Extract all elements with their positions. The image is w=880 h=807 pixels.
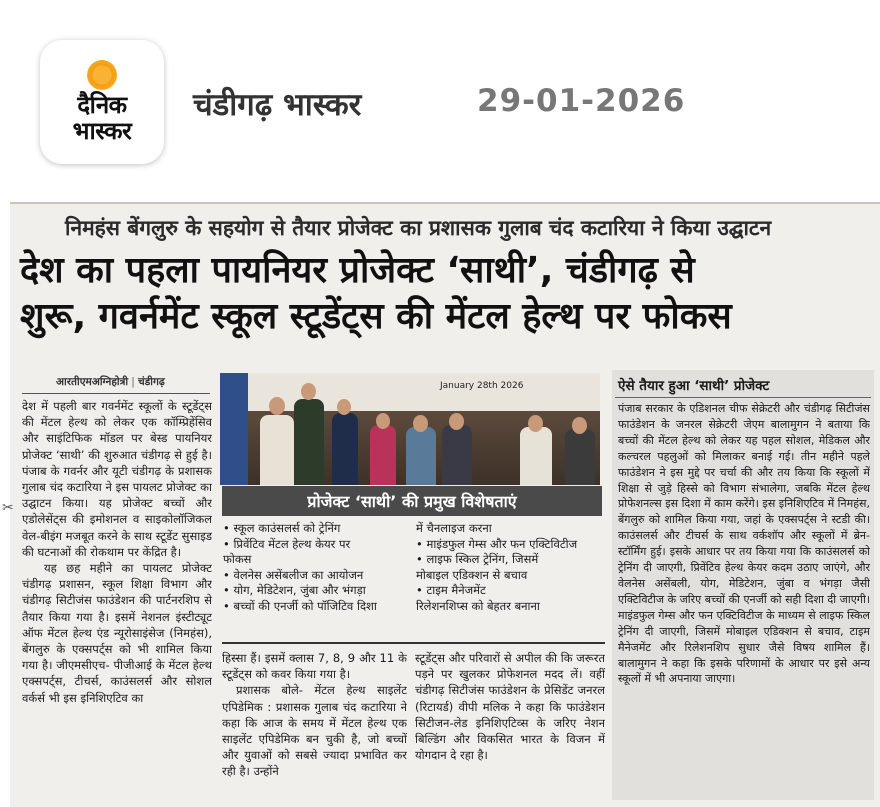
feature-item: फोकस xyxy=(223,552,252,567)
col1-paragraph-2: यह छह महीने का पायलट प्रोजेक्ट चंडीगढ़ प्रशासन, स्कूल शिक्षा विभाग और चंडीगढ़ सिटीजंस फाउंडेशन की पार्टनरशिप से तैयार किया गया है। इसमें नेशनल इंस्टीट्यूट ऑफ मेंटल हेल्थ एंड न्यूरोसाइंसेज (निमहंस), बेंगलुरु के एक्सपर्ट्स को भी शामिल किया गया है। जीएमसीएच- पीजीआई के मेंटल हेल्थ एक्सपर्ट्स, टीचर्स, काउंसलर्स और सोशल वर्कर्स भी इस इनिशिएटिव का xyxy=(22,561,212,705)
sidebar-title: ऐसे तैयार हुआ ‘साथी’ प्रोजेक्ट xyxy=(618,378,770,394)
feature-item: में चैनलाइज करना xyxy=(416,521,492,535)
article-kicker: निमहंस बेंगलुरु के सहयोग से तैयार प्रोजेक्ट का प्रशासक गुलाब चंद कटारिया ने किया उद्घाटन xyxy=(65,216,772,240)
byline-divider xyxy=(22,393,210,394)
headline-line1: देश का पहला पायनियर प्रोजेक्ट ‘साथी’, चंडीगढ़ से xyxy=(20,250,695,291)
photo-person xyxy=(370,425,396,485)
byline-author: आरतीएमअग्निहोत्री xyxy=(56,376,129,388)
photo-led-screen xyxy=(220,373,248,485)
event-photo xyxy=(220,373,600,485)
features-divider xyxy=(222,642,605,644)
feature-item: रिलेशनशिप्स को बेहतर बनाना xyxy=(416,598,540,613)
logo-text-line2: भास्कर xyxy=(72,117,132,145)
feature-item: • बच्चों की एनर्जी को पॉजिटिव दिशा xyxy=(223,598,377,613)
photo-person xyxy=(442,425,472,485)
article-column-2 xyxy=(222,650,407,800)
photo-person-head xyxy=(301,383,316,400)
edition-date: 29-01-2026 xyxy=(477,83,686,119)
photo-person-head xyxy=(413,415,428,432)
scissors-icon: ✂ xyxy=(2,500,14,516)
photo-person-head xyxy=(449,413,464,430)
dainik-bhaskar-logo[interactable] xyxy=(40,40,164,164)
edition-title: चंडीगढ़ भास्कर xyxy=(193,87,362,123)
feature-item: • माइंडफुल गेम्स और फन एक्टिविटीज xyxy=(416,536,578,551)
byline-city: चंडीगढ़ xyxy=(138,376,165,388)
photo-person-head xyxy=(572,417,587,434)
feature-item: • टाइम मैनेजमेंट xyxy=(416,583,486,598)
feature-item: मोबाइल एडिक्शन से बचाव xyxy=(416,567,528,582)
photo-person-head xyxy=(528,415,543,432)
features-list-right xyxy=(416,521,606,615)
features-title: प्रोजेक्ट ‘साथी’ की प्रमुख विशेषताएं xyxy=(222,486,602,516)
headline-line2: शुरू, गवर्नमेंट स्कूल स्टूडेंट्स की मेंटल हेल्थ पर फोकस xyxy=(20,296,732,337)
sidebar-divider xyxy=(615,397,871,398)
feature-item: • स्कूल काउंसलर्स को ट्रेनिंग xyxy=(223,521,341,535)
byline: आरतीएमअग्निहोत्री | चंडीगढ़ xyxy=(56,376,165,388)
photo-person xyxy=(332,413,358,485)
logo-text-line1: दैनिक xyxy=(77,91,127,119)
feature-item: • लाइफ स्किल ट्रेनिंग, जिसमें xyxy=(416,552,539,567)
photo-person xyxy=(260,415,294,485)
article-column-3 xyxy=(415,650,605,800)
col1-paragraph-1: देश में पहली बार गवर्नमेंट स्कूलों के स्टूडेंट्स की मेंटल हेल्थ को लेकर एक कॉम्प्रिहेंसिव और साइंटिफिक मॉडल पर बेस्ड पायनियर प्रोजेक्ट ‘साथी’ की शुरुआत चंडीगढ़ से हुई है। पंजाब के गवर्नर और यूटी चंडीगढ़ के प्रशासक गुलाब चंद कटारिया ने इस पायलट प्रोजेक्ट का उद्घाटन किया। यह प्रोजेक्ट बच्चों और एडोलेसेंट्स की इमोशनल व साइकोलॉजिकल वेल-बीइंग मजबूत करने के साथ स्टूडेंट सुसाइड की घटनाओं की रोकथाम पर केंद्रित है। xyxy=(22,399,212,559)
feature-item: • प्रिवेंटिव मेंटल हेल्थ केयर पर xyxy=(223,536,351,551)
photo-person-head xyxy=(337,399,351,415)
sidebar-text: पंजाब सरकार के एडिशनल चीफ सेक्रेटरी और चंडीगढ़ सिटीजंस फाउंडेशन के जनरल सेक्रेटरी जेएम बालामुगन ने बताया कि बच्चों की मेंटल हेल्थ को लेकर यह पहल सोशल, मेडिकल और कल्चरल पहलुओं को मिलाकर बनाई गई। तीन महीने पहले फाउंडेशन ने इस मुद्दे पर चर्चा की और तय किया कि स्कूलों में शिक्षा से जुड़े हिस्से को विभाग संभालेगा, जबकि मेंटल हेल्थ प्रोफेशनल्स इस दिशा में काम करेंगे। इस इनिशिएटिव में निमहंस, बेंगलुरु को शामिल किया गया, जहां के एक्सपर्ट्स ने स्टडी की। काउंसलर्स और टीचर्स के साथ वर्कशॉप और स्कूलों में ब्रेन-स्टॉर्मिंग हुई। इसके आधार पर तय किया गया कि काउंसलर्स को ट्रेनिंग दी जाएगी, प्रिवेंटिव हेल्थ केयर कदम उठाए जाएंगे, और वेलनेस असेंबली, योग, मेडिटेशन, जुंबा व भंगड़ा जैसी एक्टिविटीज के जरिए बच्चों की एनर्जी को सही दिशा दी जाएगी। माइंडफुल गेम्स और फन एक्टिविटीज के माध्यम से लाइफ स्किल ट्रेनिंग दी जाएगी, जिसमें मोबाइल एडिक्शन से बचाव, टाइम मैनेजमेंट और रिलेशनशिप सुधार जैसे विषय शामिल हैं। बालामुगन ने कहा कि इसके परिणामों के आधार पर इसे अन्य स्कूलों में भी अपनाया जाएगा। xyxy=(618,402,870,686)
photo-person xyxy=(406,427,436,485)
photo-person-head xyxy=(269,397,285,415)
col2-paragraph-1: हिस्सा हैं। इसमें क्लास 7, 8, 9 और 11 के स्टूडेंट्स को कवर किया गया है। xyxy=(222,651,407,682)
features-list-left xyxy=(223,521,413,615)
clipping-edge xyxy=(10,202,880,204)
app-header xyxy=(0,0,880,195)
photo-person xyxy=(565,429,595,485)
col2-paragraph-2: प्रशासक बोले- मेंटल हेल्थ साइलेंट एपिडेमिक : प्रशासक गुलाब चंद कटारिया ने कहा कि आज के समय में मेंटल हेल्थ एक साइलेंट एपिडेमिक बन चुकी है, जो बच्चों और युवाओं को सबसे ज्यादा प्रभावित कर रही है। उन्होंने xyxy=(222,683,407,779)
photo-person-head xyxy=(376,413,390,429)
col3-paragraph-1: स्टूडेंट्स और परिवारों से अपील की कि जरूरत पड़ने पर खुलकर प्रोफेशनल मदद लें। वहीं चंडीगढ़ सिटीजंस फाउंडेशन के प्रेसिडेंट जनरल (रिटायर्ड) वीपी मलिक ने कहा कि फाउंडेशन सिटीजन-लेड इनिशिएटिव्स के जरिए नेशन बिल्डिंग और विकसित भारत के विजन में योगदान दे रहा है। xyxy=(415,651,605,763)
photo-person xyxy=(520,427,552,485)
article-column-1 xyxy=(22,398,212,798)
article-headline xyxy=(20,248,870,340)
sun-icon xyxy=(87,60,117,90)
feature-item: • वेलनेस असेंबलीज का आयोजन xyxy=(223,567,364,582)
photo-person xyxy=(294,399,324,485)
photo-banner-date: January 28th 2026 xyxy=(440,381,524,391)
feature-item: • योग, मेडिटेशन, जुंबा और भंगड़ा xyxy=(223,583,366,598)
